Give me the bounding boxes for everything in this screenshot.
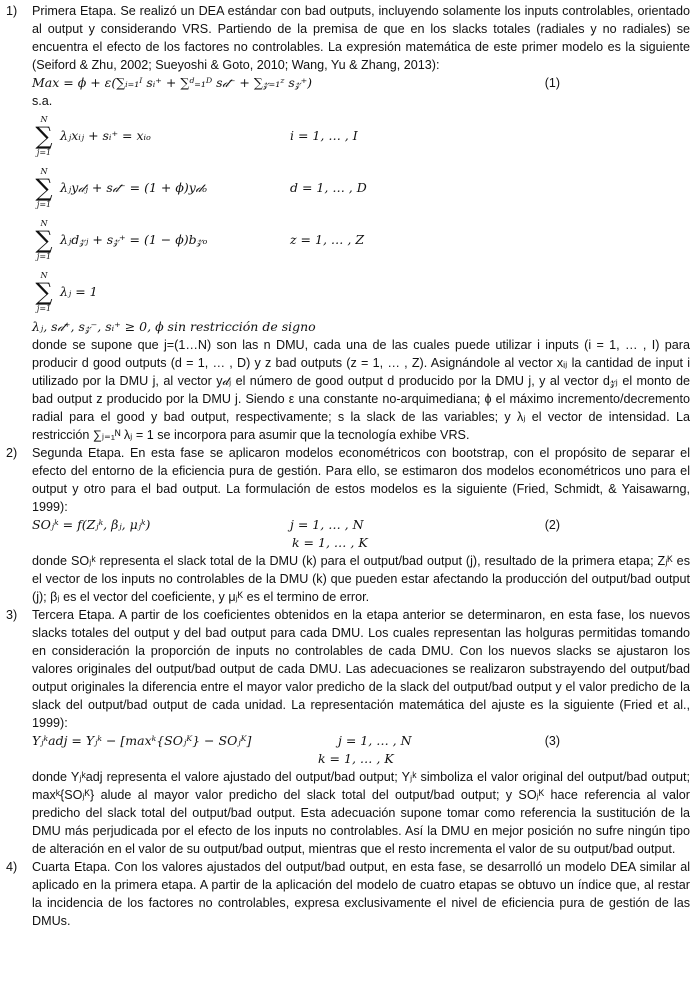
summation-symbol: N ∑ j=1 [35,271,53,313]
list-item-4 [6,858,690,930]
equation-1 [32,74,690,92]
paragraph: Segunda Etapa. En esta fase se aplicaron modelos econométricos con bootstrap, con el propósito de separar el efecto del entorno de la eficiencia pura de gestión. Para ello, se estimaron dos modelos econométricos uno para el output y otro para el bad output. La formulación de estos modelos es la siguiente (Fried, Schmidt, & Yaisawarng, 1999): [32,446,690,514]
list-item-3 [6,606,690,858]
item-number: 2) [6,446,18,460]
constraint-range: z = 1, … , Z [290,232,365,247]
constraint-row [32,266,690,318]
item-number: 4) [6,860,18,874]
paragraph: donde se supone que j=(1…N) son las n DMU, cada una de las cuales puede utilizar i inputs (i = 1, … , I) para producir d good outputs (d = 1, … , D) y z bad outputs (z = 1, … , Z). Asignándole al vector xᵢⱼ la cantidad de input i utilizado por la DMU j, al vector y𝒹ⱼ el número de good output d producido por la DMU j, y al vector d𝓏ⱼ el monto de bad output z producido por la DMU j. Siendo ε una constante no-arquimediana; ϕ el máximo incremento/decremento radial para el good y bad output, respectivamente; s la slack de las variables; y λⱼ el vector de intensidad. La restricción ∑ⱼ₌₁ᴺ λⱼ = 1 se incorpora para asumir que la tecnología exhibe VRS. [32,338,690,442]
equation-3 [32,732,690,750]
constraint-range: i = 1, … , I [290,128,358,143]
constraint-row [32,214,690,266]
equation-range-row [32,534,690,552]
summation-symbol: N ∑ j=1 [35,219,53,261]
equation-range: j = 1, … , N [290,517,364,532]
equation-expression: SOⱼᵏ = f(Zⱼᵏ, βⱼ, μⱼᵏ) [32,517,151,532]
subject-to-label: s.a. [32,94,53,108]
list-item-2 [6,444,690,606]
equation-expression: Max = ϕ + ε(∑ᵢ₌₁ᴵ sᵢ⁺ + ∑ᵈ₌₁ᴰ s𝒹⁻ + ∑𝓏₌₁ᶻ s𝓏⁺) [32,75,313,90]
paragraph: Tercera Etapa. A partir de los coeficientes obtenidos en la etapa anterior se determinaron, en esta fase, los nuevos slacks totales del output y del bad output para cada DMU. Los cuales representan las holguras permitidas tomando en consideración la proporción de inputs no controlables de cada DMU. Con los nuevos slacks se ajustaron los valores originales del output/bad output de cada DMU. Las adecuaciones se realizaron substrayendo del output/bad output originales la diferencia entre el mayor valor predicho de la slack del output/bad output y el valor predicho de la slack del output/bad output de cada unidad. La representación matemática del ajuste es la siguiente (Fried et al., 1999): [32,608,690,730]
equation-number: (2) [544,518,560,532]
paragraph: donde SOⱼᵏ representa el slack total de la DMU (k) para el output/bad output (j), resultado de la primera etapa; Zⱼᴷ es el vector de los inputs no controlables de la DMU (k) que pueden estar afectando la producción del output/bad output (j); βⱼ es el vector del coeficiente, y μⱼᴷ es el termino de error. [32,554,690,604]
nonnegativity-constraint: λⱼ, s𝒹⁺, s𝓏⁻, sᵢ⁺ ≥ 0, ϕ sin restricción de signo [32,319,316,334]
summation-symbol: N ∑ j=1 [35,115,53,157]
constraint-expression: λⱼd𝓏ⱼ + s𝓏⁺ = (1 − ϕ)b𝓏ₒ [60,232,208,247]
equation-range: k = 1, … , K [292,535,368,550]
paragraph: Primera Etapa. Se realizó un DEA estándar con bad outputs, incluyendo solamente los inputs controlables, orientado al output y considerando VRS. Partiendo de la premisa de que en los slacks totales (radiales y no radiales) se encuentra el efecto de los factores no controlables. La expresión matemática de este primer modelo es la siguiente (Seiford & Zhu, 2002; Sueyoshi & Goto, 2010; Wang, Yu & Zhang, 2013): [32,4,690,72]
equation-range: k = 1, … , K [318,751,394,766]
summation-symbol: N ∑ j=1 [35,167,53,209]
paragraph: donde Yⱼᵏadj representa el valore ajustado del output/bad output; Yⱼᵏ simboliza el valor original del output/bad output; maxᵏ{SOⱼᴷ} alude al mayor valor predicho del slack total del output/bad output; y SOⱼᴷ hace referencia al valor predicho del slack total del output/bad output. Esta adecuación supone tomar como referencia la sustitución de la DMU más perjudicada por el efecto de los inputs no controlables. Así la DMU en mejor posición no sufre ningún tipo de alteración en el valor de su output/bad output, mientras que el resto incrementa el valor de su output/bad output. [32,770,690,856]
constraint-expression: λⱼxᵢⱼ + sᵢ⁺ = xᵢₒ [60,128,151,143]
constraint-expression: λⱼy𝒹ⱼ + s𝒹⁻ = (1 + ϕ)y𝒹ₒ [60,180,207,195]
equation-number: (3) [544,734,560,748]
constraint-row [32,110,690,162]
paragraph: Cuarta Etapa. Con los valores ajustados del output/bad output, en esta fase, se desarrolló un modelo DEA similar al aplicado en la primera etapa. A partir de la aplicación del modelo de cuatro etapas se obtuvo un índice que, al restar la incidencia de los factores no controlables, expresa exclusivamente el nivel de eficiencia pura de gestión de las DMUs. [32,860,690,928]
equation-number: (1) [544,76,560,90]
equation-range: j = 1, … , N [338,733,412,748]
constraint-expression: λⱼ = 1 [60,284,98,299]
constraint-row [32,162,690,214]
equation-expression: Yⱼᵏadj = Yⱼᵏ − [maxᵏ{SOⱼᴷ} − SOⱼᴷ] [32,733,252,748]
document-page [6,0,690,930]
equation-range-row [32,750,690,768]
item-number: 1) [6,4,18,18]
item-number: 3) [6,608,18,622]
list-item-1 [6,2,690,444]
constraint-range: d = 1, … , D [290,180,367,195]
equation-2 [32,516,690,534]
